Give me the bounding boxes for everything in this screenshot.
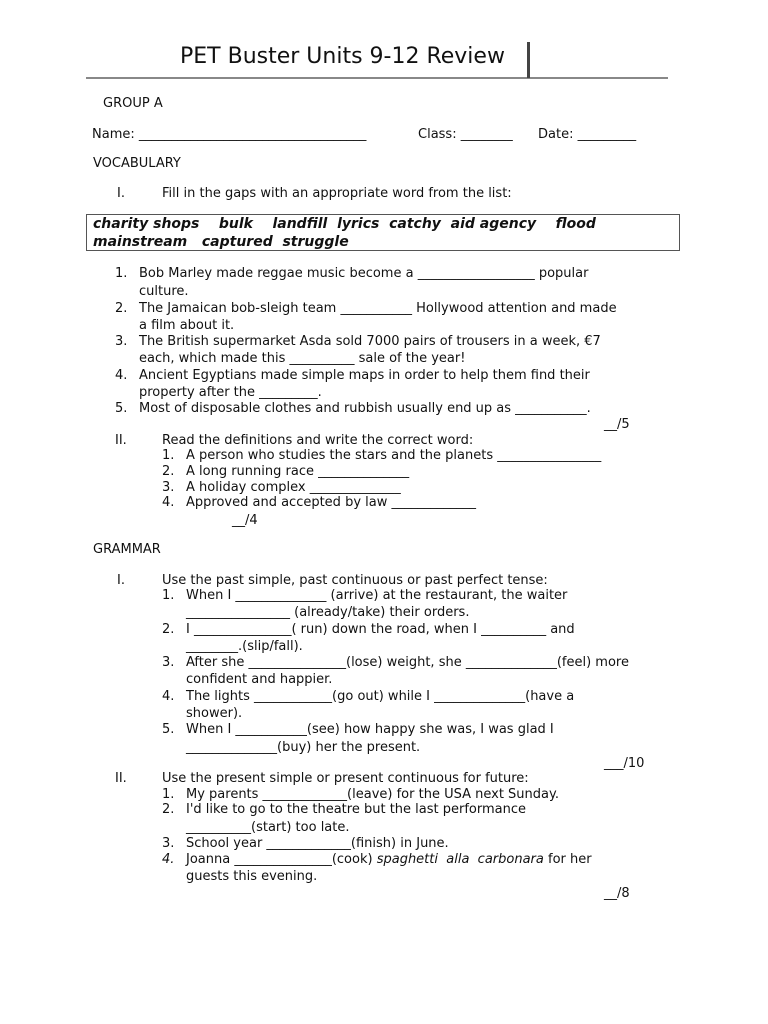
title-underline xyxy=(86,77,668,79)
vocab-ii-item-2-text: A long running race ______________ xyxy=(186,464,410,479)
grammar-ii-item-1-number: 1. xyxy=(162,787,175,802)
vocab-i-item-4-number: 4. xyxy=(115,368,128,383)
vocab-i-instruction: Fill in the gaps with an appropriate word from the list: xyxy=(162,186,512,201)
grammar-i-item-5-line-2: ______________(buy) her the present. xyxy=(186,740,421,755)
grammar-ii-item-4-number: 4. xyxy=(162,852,175,867)
grammar-ii-score: __/8 xyxy=(604,886,630,901)
vocab-i-numeral: I. xyxy=(117,186,125,201)
vocab-ii-instruction: Read the definitions and write the correct word: xyxy=(162,433,474,448)
grammar-ii-item-2-number: 2. xyxy=(162,802,175,817)
grammar-i-item-2-line-1: I _______________( run) down the road, when I __________ and xyxy=(186,622,575,637)
word-list-box xyxy=(86,214,680,251)
grammar-ii-item-4-line-2: guests this evening. xyxy=(186,869,318,884)
grammar-i-item-4-line-2: shower). xyxy=(186,706,243,721)
name-field: Name: ___________________________________ xyxy=(92,127,367,142)
vocab-ii-item-1-text: A person who studies the stars and the planets ________________ xyxy=(186,448,602,463)
vocab-i-item-1-number: 1. xyxy=(115,266,128,281)
grammar-ii-item-3-number: 3. xyxy=(162,836,175,851)
grammar-i-item-2-number: 2. xyxy=(162,622,175,637)
grammar-i-item-4-line-1: The lights ____________(go out) while I ______________(have a xyxy=(186,689,575,704)
vocab-i-item-1-line-1: Bob Marley made reggae music become a __________________ popular xyxy=(139,266,589,281)
vocab-ii-item-4-text: Approved and accepted by law _____________ xyxy=(186,495,476,510)
grammar-i-item-5-number: 5. xyxy=(162,722,175,737)
grammar-i-item-3-line-2: confident and happier. xyxy=(186,672,333,687)
vocabulary-heading: VOCABULARY xyxy=(93,156,181,171)
vocab-i-item-2-line-1: The Jamaican bob-sleigh team ___________ Hollywood attention and made xyxy=(139,301,617,316)
grammar-i-item-3-number: 3. xyxy=(162,655,175,670)
grammar-i-item-2-line-2: ________.(slip/fall). xyxy=(186,639,303,654)
item-4-italic-phrase: spaghetti alla carbonara xyxy=(376,852,544,867)
class-field: Class: ________ xyxy=(418,127,513,142)
grammar-i-numeral: I. xyxy=(117,573,125,588)
grammar-ii-item-2-line-2: __________(start) too late. xyxy=(186,820,350,835)
vocab-i-item-2-number: 2. xyxy=(115,301,128,316)
vocab-i-item-3-number: 3. xyxy=(115,334,128,349)
grammar-i-item-1-number: 1. xyxy=(162,588,175,603)
vocab-ii-score: __/4 xyxy=(232,513,258,528)
vocab-ii-item-1-number: 1. xyxy=(162,448,175,463)
vocab-ii-item-3-number: 3. xyxy=(162,480,175,495)
vocab-i-item-4-line-2: property after the _________. xyxy=(139,385,322,400)
vocab-i-item-2-line-2: a film about it. xyxy=(139,318,235,333)
grammar-i-instruction: Use the past simple, past continuous or past perfect tense: xyxy=(162,573,548,588)
vocab-i-item-3-line-1: The British supermarket Asda sold 7000 pairs of trousers in a week, €7 xyxy=(139,334,601,349)
vocab-i-item-4-line-1: Ancient Egyptians made simple maps in order to help them find their xyxy=(139,368,590,383)
vocab-i-item-1-line-2: culture. xyxy=(139,284,189,299)
grammar-ii-item-1-line-1: My parents _____________(leave) for the USA next Sunday. xyxy=(186,787,559,802)
grammar-i-item-1-line-1: When I ______________ (arrive) at the restaurant, the waiter xyxy=(186,588,568,603)
grammar-i-item-1-line-2: ________________ (already/take) their orders. xyxy=(186,605,470,620)
word-list-line-2: mainstream captured struggle xyxy=(93,234,349,250)
vocab-ii-item-3-text: A holiday complex ______________ xyxy=(186,480,401,495)
item-4-suffix: for her xyxy=(543,852,592,867)
grammar-heading: GRAMMAR xyxy=(93,542,161,557)
vocab-ii-item-2-number: 2. xyxy=(162,464,175,479)
vocab-i-item-5-line-1: Most of disposable clothes and rubbish usually end up as ___________. xyxy=(139,401,591,416)
grammar-ii-numeral: II. xyxy=(115,771,127,786)
grammar-i-score: ___/10 xyxy=(604,756,645,771)
vocab-ii-item-4-number: 4. xyxy=(162,495,175,510)
grammar-ii-item-2-line-1: I'd like to go to the theatre but the last performance xyxy=(186,802,526,817)
grammar-i-item-4-number: 4. xyxy=(162,689,175,704)
date-field: Date: _________ xyxy=(538,127,637,142)
title-side-bar xyxy=(527,42,530,78)
group-label: GROUP A xyxy=(103,96,163,111)
grammar-ii-item-3-line-1: School year _____________(finish) in June. xyxy=(186,836,449,851)
item-4-prefix: Joanna _______________(cook) xyxy=(186,852,377,867)
page-title: PET Buster Units 9-12 Review xyxy=(180,44,505,69)
vocab-i-item-5-number: 5. xyxy=(115,401,128,416)
grammar-i-item-5-line-1: When I ___________(see) how happy she was, I was glad I xyxy=(186,722,554,737)
grammar-ii-instruction: Use the present simple or present continuous for future: xyxy=(162,771,529,786)
vocab-i-item-3-line-2: each, which made this __________ sale of the year! xyxy=(139,351,466,366)
vocab-i-score: __/5 xyxy=(604,417,630,432)
grammar-i-item-3-line-1: After she _______________(lose) weight, she ______________(feel) more xyxy=(186,655,629,670)
word-list-line-1: charity shops bulk landfill lyrics catchy aid agency flood xyxy=(93,216,596,232)
vocab-ii-numeral: II. xyxy=(115,433,127,448)
grammar-ii-item-4-line-1 xyxy=(186,852,592,867)
